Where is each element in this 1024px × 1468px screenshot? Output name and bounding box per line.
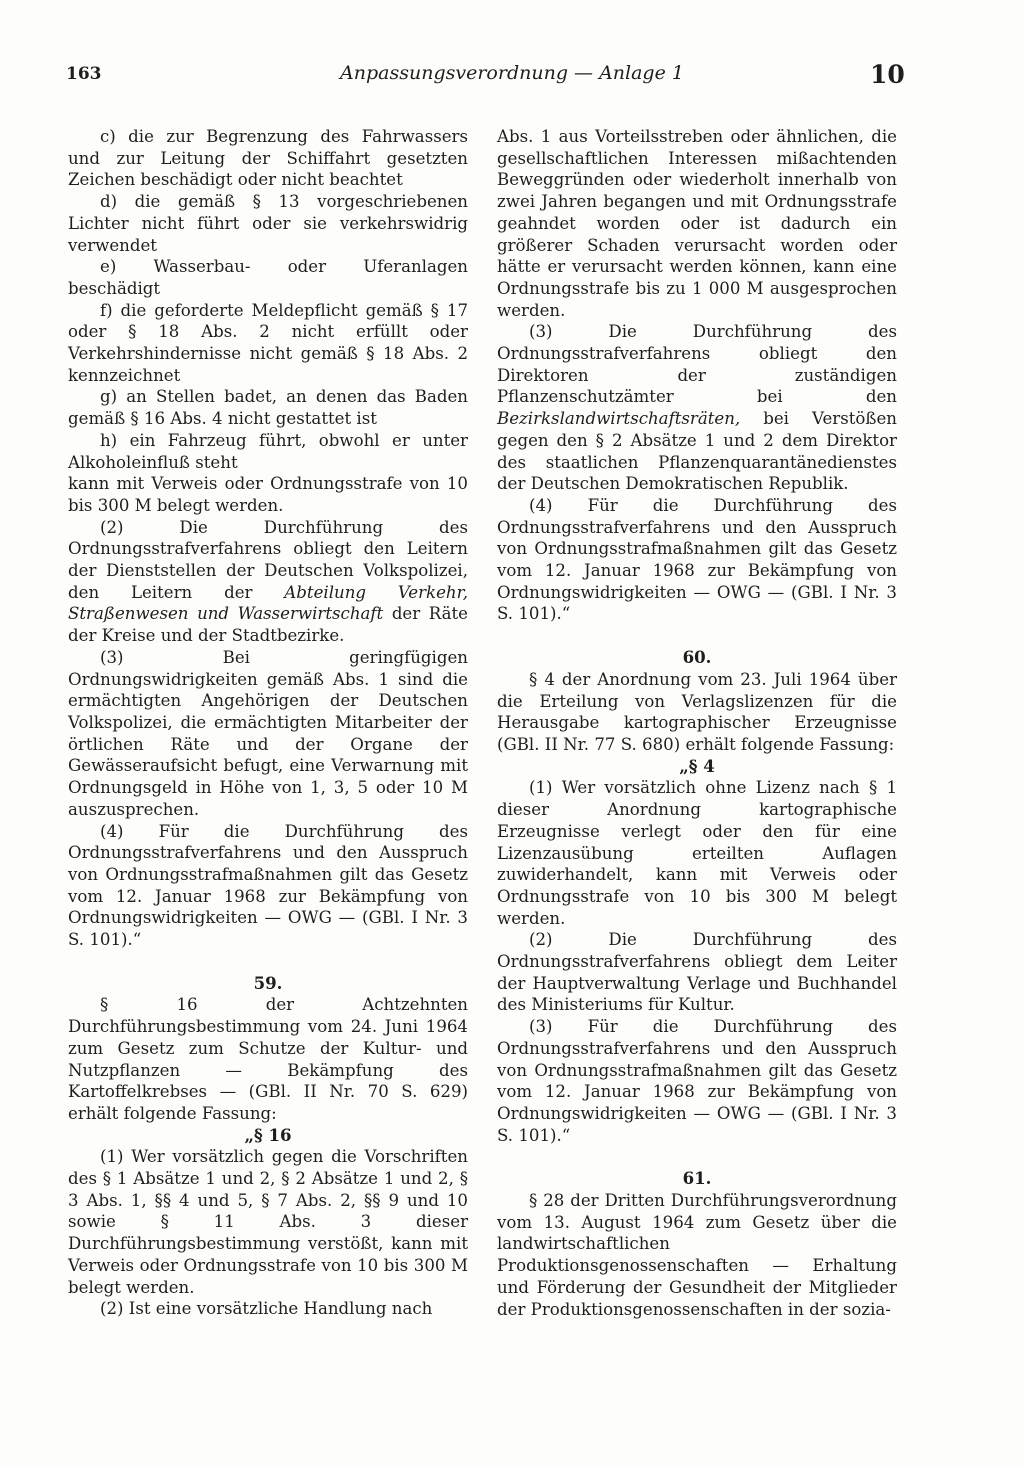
paragraph-4: (4) Für die Durchführung des Ordnungsstrafverfahrens und den Ausspruch von Ordnungsstrafmaßnahmen gilt das Gesetz vom 12. Januar 1968 zur Bekämpfung von Ordnungswidrigkeiten — OWG — (GBl. I Nr. 3 S. 101).“ [68,821,468,950]
item-c: c) die zur Begrenzung des Fahrwassers und zur Leitung der Schiffahrt gesetzten Zeichen beschädigt oder nicht beachtet [68,127,468,190]
section-59-paragraph-heading: „§ 16 [244,1124,292,1145]
section-59-intro: § 16 der Achtzehnten Durchführungsbestimmung vom 24. Juni 1964 zum Gesetz zum Schutze der Kultur- und Nutzpflanzen — Bekämpfung des Kartoffelkrebses — (GBl. II Nr. 70 S. 629) erhält folgende Fassung: [68,995,468,1123]
paragraph-2-italic: Abteilung Verkehr, Straßenwesen und Wasserwirtschaft [68,582,469,624]
continued-text: Abs. 1 aus Vorteilsstreben oder ähnlichen, die gesellschaftlichen Interessen mißachtenden Beweggründen oder wiederholt innerhalb von zwei Jahren begangen und mit Ordnungsstrafe geahndet worden oder ist dadurch ein größerer Schaden verursacht worden oder hätte er verursacht werden können, kann eine Ordnungsstrafe bis zu 1 000 M ausgesprochen werden. [497,127,897,320]
right-paragraph-3-italic: Bezirkslandwirtschaftsräten, [497,409,741,429]
item-d: d) die gemäß § 13 vorgeschriebenen Lichter nicht führt oder sie verkehrswidrig verwendet [68,192,468,255]
section-59-heading: 59. [253,972,283,993]
right-paragraph-3-text-a: (3) Die Durchführung des Ordnungsstrafverfahrens obliegt den Direktoren der zuständigen Pflanzenschutzämter bei den [497,322,897,407]
section-60-heading: 60. [682,647,712,668]
paragraph-3: (3) Bei geringfügigen Ordnungswidrigkeiten gemäß Abs. 1 sind die ermächtigten Angehörigen der Deutschen Volkspolizei, die ermächtigten Mitarbeiter der örtlichen Räte und der Organe der Gewässeraufsicht befugt, eine Verwarnung mit Ordnungsgeld in Höhe von 1, 3, 5 oder 10 M auszusprechen. [68,647,468,819]
section-59-para-1: (1) Wer vorsätzlich gegen die Vorschriften des § 1 Absätze 1 und 2, § 2 Absätze 1 und 2, § 3 Abs. 1, §§ 4 und 5, § 7 Abs. 2, §§ 9 und 10 sowie § 11 Abs. 3 dieser Durchführungsbestimmung verstößt, kann mit Verweis oder Ordnungsstrafe von 10 bis 300 M belegt werden. [68,1147,468,1297]
paragraph-2-text-b: der Räte der Kreise und der Stadtbezirke. [68,604,469,646]
section-61-intro: § 28 der Dritten Durchführungsverordnung vom 13. August 1964 zum Gesetz über die landwirtschaftlichen Produktionsgenossenschaften — Erhaltung und Förderung der Gesundheit der Mitglieder der Produktionsgenossenschaften in der sozia- [497,1191,897,1319]
left-column [68,126,468,1320]
paragraph-2-text-a: (2) Die Durchführung des Ordnungsstrafverfahrens obliegt den Leitern der Dienststellen der Deutschen Volkspolizei, den Leitern der [68,517,468,602]
item-e: e) Wasserbau- oder Uferanlagen beschädigt [68,257,468,298]
item-h: h) ein Fahrzeug führt, obwohl er unter Alkoholeinfluß steht [68,430,468,472]
section-number: 10 [870,60,905,89]
page-number: 163 [66,64,102,84]
item-g: g) an Stellen badet, an denen das Baden gemäß § 16 Abs. 4 nicht gestattet ist [68,387,468,429]
paragraph-2 [68,517,468,647]
page-header [0,62,1024,92]
section-60-intro: § 4 der Anordnung vom 23. Juli 1964 über die Erteilung von Verlagslizenzen für die Herausgabe kartographischer Erzeugnisse (GBl. II Nr. 77 S. 680) erhält folgende Fassung: [497,669,897,754]
section-60-para-2: (2) Die Durchführung des Ordnungsstrafverfahrens obliegt dem Leiter der Hauptverwaltung Verlage und Buchhandel des Ministeriums für Kultur. [497,930,897,1015]
section-60-para-3: (3) Für die Durchführung des Ordnungsstrafverfahrens und den Ausspruch von Ordnungsstrafmaßnahmen gilt das Gesetz vom 12. Januar 1968 zur Bekämpfung von Ordnungswidrigkeiten — OWG — (GBl. I Nr. 3 S. 101).“ [497,1017,897,1145]
right-paragraph-3 [497,321,897,495]
item-h-continuation: kann mit Verweis oder Ordnungsstrafe von 10 bis 300 M belegt werden. [68,474,468,515]
section-59-para-2: (2) Ist eine vorsätzliche Handlung nach [100,1299,433,1319]
section-60-paragraph-heading: „§ 4 [679,755,715,776]
item-f: f) die geforderte Meldepflicht gemäß § 17 oder § 18 Abs. 2 nicht erfüllt oder Verkehrshindernisse nicht gemäß § 18 Abs. 2 kennzeichnet [68,300,468,385]
right-paragraph-4: (4) Für die Durchführung des Ordnungsstrafverfahrens und den Ausspruch von Ordnungsstrafmaßnahmen gilt das Gesetz vom 12. Januar 1968 zur Bekämpfung von Ordnungswidrigkeiten — OWG — (GBl. I Nr. 3 S. 101).“ [497,495,897,624]
right-paragraph-3-text-b: bei Verstößen gegen den § 2 Absätze 1 und 2 dem Direktor des staatlichen Pflanzenquarantänedienstes der Deutschen Demokratischen Republik. [497,409,897,494]
section-61-heading: 61. [682,1168,712,1189]
running-title: Anpassungsverordnung — Anlage 1 [340,62,684,84]
right-column [497,126,897,1320]
section-60-para-1: (1) Wer vorsätzlich ohne Lizenz nach § 1 dieser Anordnung kartographische Erzeugnisse verlegt oder den für eine Lizenzausübung erteilten Auflagen zuwiderhandelt, kann mit Verweis oder Ordnungsstrafe von 10 bis 300 M belegt werden. [497,778,897,928]
